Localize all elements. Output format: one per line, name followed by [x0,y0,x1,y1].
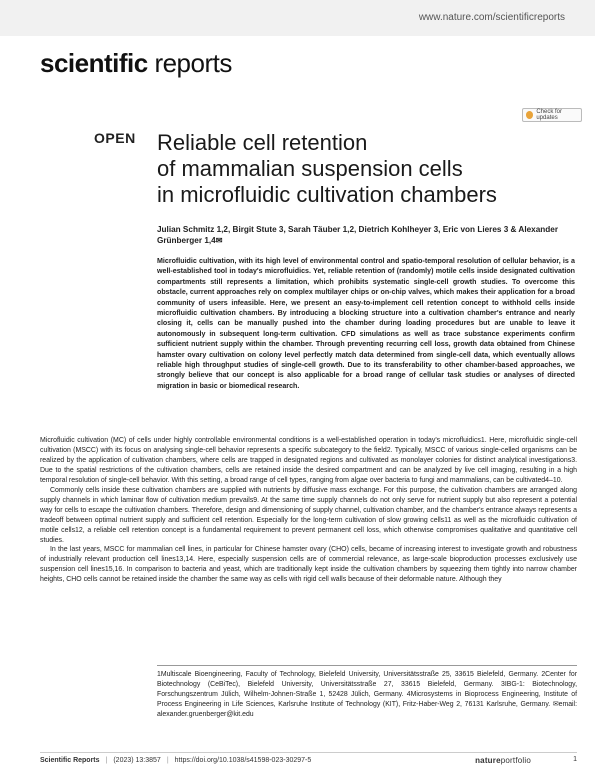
title-line: in microfluidic cultivation chambers [157,182,497,207]
page-number: 1 [573,756,577,763]
journal-logo [40,50,232,76]
journal-url[interactable]: www.nature.com/scientificreports [418,12,565,23]
body-paragraph: Microfluidic cultivation (MC) of cells under highly controllable environmental conditions is a well-established operation in today's microfluidics1. Here, microfluidic single-cell cultivation (MSCC) with its focus on analysing single-cell behavior represents a specific subcategory to the field2. Typically, MSCC of various single-celled organisms can be realized by the application of cultivation chambers, where cells are trapped in designated regions and cultivated as monolayer colonies for distinct analytical investigations3. Due to the spatial restrictions of the cultivation chambers, cells are retained inside the desired compartment and can be analyzed by live cell imaging, resulting in a high temporal resolution of single-cell behavior. With this setting, a broad range of cell types, ranging from algae over bacteria to fungi and mammalians, can be cultivated4–10. [40,437,577,484]
check-updates-label: Check for updates [536,109,563,121]
abstract: Microfluidic cultivation, with its high level of environmental control and spatio-temporal resolution of cellular behavior, is a well-established tool in today's microfluidics. Yet, reliable retention of (randomly) motile cells inside designated cultivation compartments still represents a limitation, which prohibits systematic single-cell growth studies. To overcome this obstacle, current approaches rely on complex multilayer chips or on-chip valves, which makes their application for a broad community of users infeasible. Here, we present an easy-to-implement cell retention concept to withhold cells inside microfluidic cultivation chambers. By introducing a blocking structure into a cultivation chamber's entrance and nearly closing it, cells can be manually pushed into the chamber during loading procedures but are unable to leave it autonomously in subsequent long-term cultivation. CFD simulations as well as trace substance experiments confirm sufficient nutrient supply within the chamber. Through preventing recurring cell loss, growth data obtained from Chinese hamster ovary cultivation on colony level perfectly match data determined from single-cell data, which eventually allows reliable high throughput studies of single-cell growth. Due to its transferability to other chamber-based approaches, we strongly believe that our concept is also applicable for a broad range of cellular task studies or analyses of directed migration in basic or biomedical research. [157,257,575,390]
footer-separator: | [166,757,169,764]
check-updates-button[interactable] [522,108,582,122]
title-line: of mammalian suspension cells [157,156,463,181]
main-text [40,436,577,585]
body-paragraph: In the last years, MSCC for mammalian cell lines, in particular for Chinese hamster ovary (CHO) cells, became of increasing interest to investigate growth and robustness of industrially relevant production cell lines13,14. Here, especially suspension cells are of commercial relevance, as large-scale bioproduction processes exclusively use suspension cell lines15,16. In comparison to bacteria and yeast, which are traditionally kept inside the cultivation chambers by squeezing them tightly into narrow chamber heights, CHO cells cannot be retained inside the chamber the same way as cells with rigid cell walls because of their deformable nature. Although they [40,546,577,584]
affiliations: 1Multiscale Bioengineering, Faculty of Technology, Bielefeld University, Universitätsstraße 25, 33615 Bielefeld, Germany. 2Center for Biotechnology (CeBiTec), Bielefeld University, Universitätsstraße 27, 33615 Bielefeld, Germany. 3IBG-1: Biotechnology, Forschungszentrum Jülich, Wilhelm-Johnen-Straße 1, 52428 Jülich, Germany. 4Microsystems in Bioprocess Engineering, Institute of Process Engineering in Life Sciences, Karlsruhe Institute of Technology (KIT), Fritz-Haber-Weg 2, 76131 Karlsruhe, Germany. ✉email: alexander.gruenberger@kit.edu [157,671,577,718]
title-line: Reliable cell retention [157,130,368,155]
footer-doi-link[interactable]: https://doi.org/10.1038/s41598-023-30297-5 [174,757,312,764]
footer-journal: Scientific Reports [40,757,100,764]
logo-bold: nature [475,756,501,765]
logo-light: portfolio [500,756,531,765]
top-bar [0,0,595,36]
journal-logo-light: reports [147,48,232,78]
body-paragraph: Commonly cells inside these cultivation chambers are supplied with nutrients by diffusive mass exchange. For this purpose, the cultivation chambers are arranged along supply channels in which laminar flow of cultivation medium prevails9. At the same time supply channels do not only serve for nutrient supply but also represent a potential way for cells to escape the cultivation chambers. Therefore, design and dimensioning of supply channel, cultivation chamber, and the chamber's entrance always represents a tradeoff between optimal nutrient supply and sufficient cell retention. Especially for the long-term cultivation of slow growing cells11 as well as the microfluidic cultivation of motile cells12, a reliable cell retention concept is a fundamental requirement to prevent permanent cell loss, which otherwise compromises qualitative and quantitative cell studies. [40,486,577,544]
page-footer [40,756,577,765]
open-access-label: OPEN [94,130,136,146]
nature-portfolio-logo [475,756,531,765]
article-title [157,130,577,208]
footer-divider [40,752,577,753]
journal-logo-bold: scientific [40,48,148,78]
update-icon [526,111,533,119]
footer-separator: | [105,757,108,764]
affiliation-divider [157,665,577,666]
author-list: Julian Schmitz 1,2, Birgit Stute 3, Sarah Täuber 1,2, Dietrich Kohlheyer 3, Eric von Lieres 3 & Alexander Grünberger 1,4✉ [157,225,559,245]
footer-citation: (2023) 13:3857 [113,757,161,764]
